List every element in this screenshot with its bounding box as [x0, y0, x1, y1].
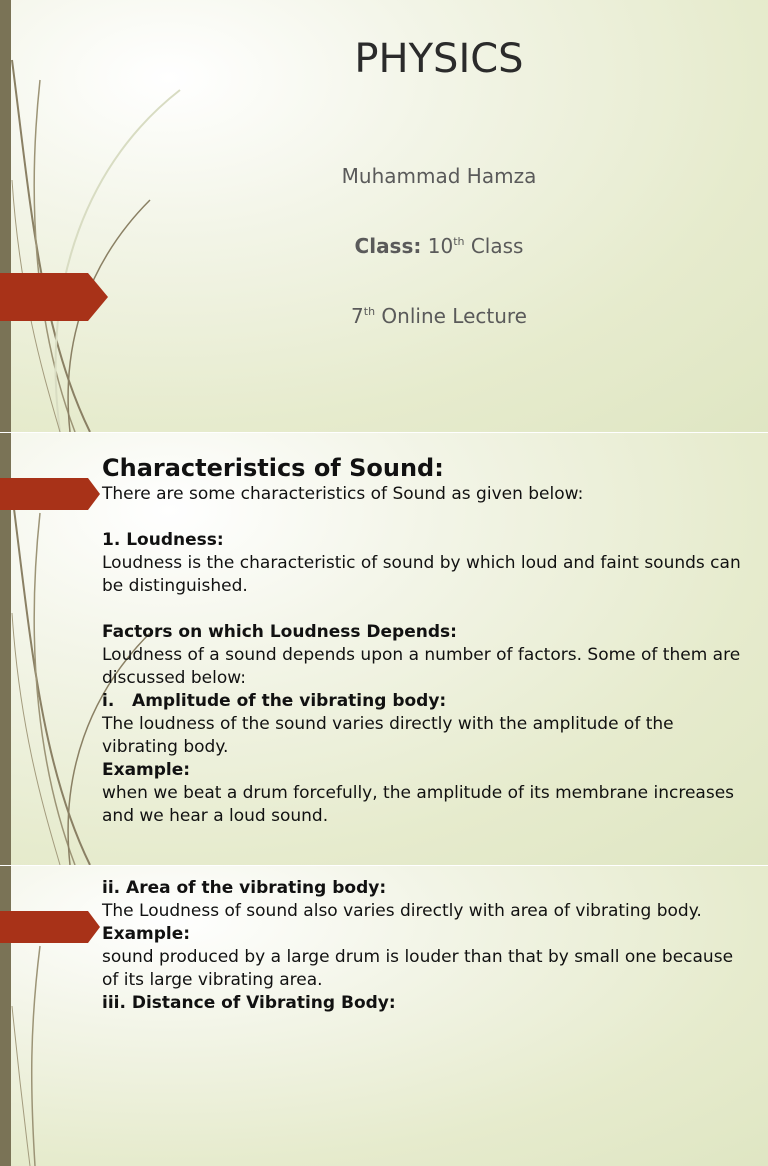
- slide-title: [0, 0, 768, 432]
- loudness-definition: Loudness is the characteristic of sound by which loud and faint sounds can be distinguished.: [102, 553, 741, 596]
- loudness-heading: 1. Loudness:: [102, 530, 224, 550]
- slide-characteristics: [0, 433, 768, 865]
- class-number: 10: [427, 234, 454, 258]
- area-heading: ii. Area of the vibrating body:: [102, 878, 387, 898]
- class-line: [110, 234, 768, 258]
- class-label: Class:: [354, 234, 422, 258]
- author-name: Muhammad Hamza: [341, 164, 537, 188]
- section-heading: Characteristics of Sound:: [102, 454, 444, 482]
- slide3-content: [102, 877, 754, 1015]
- class-sup: th: [453, 235, 465, 248]
- class-suffix: Class: [470, 234, 524, 258]
- arrow-marker-icon: [0, 273, 110, 321]
- lecture-sup: th: [363, 305, 376, 318]
- page-title: PHYSICS: [354, 36, 524, 82]
- lecture-suffix: Online Lecture: [381, 304, 527, 328]
- lecture-line: [110, 304, 768, 328]
- intro-text: There are some characteristics of Sound as given below:: [102, 484, 584, 504]
- factors-heading: Factors on which Loudness Depends:: [102, 622, 457, 642]
- example-text: sound produced by a large drum is louder than that by small one because of its large vibrating area.: [102, 947, 734, 990]
- example-label: Example:: [102, 924, 191, 944]
- arrow-marker-icon: [0, 911, 110, 943]
- slide-area: [0, 866, 768, 1166]
- arrow-marker-icon: [0, 478, 110, 510]
- distance-heading: iii. Distance of Vibrating Body:: [102, 993, 396, 1013]
- amplitude-text: The loudness of the sound varies directly with the amplitude of the vibrating body.: [102, 714, 674, 757]
- example-text: when we beat a drum forcefully, the amplitude of its membrane increases and we hear a loud sound.: [102, 783, 735, 826]
- lecture-number: 7: [351, 304, 364, 328]
- slide2-content: [102, 453, 754, 828]
- amplitude-heading: i. Amplitude of the vibrating body:: [102, 691, 447, 711]
- factors-text: Loudness of a sound depends upon a number of factors. Some of them are discussed below:: [102, 645, 741, 688]
- example-label: Example:: [102, 760, 191, 780]
- area-text: The Loudness of sound also varies directly with area of vibrating body.: [102, 901, 702, 921]
